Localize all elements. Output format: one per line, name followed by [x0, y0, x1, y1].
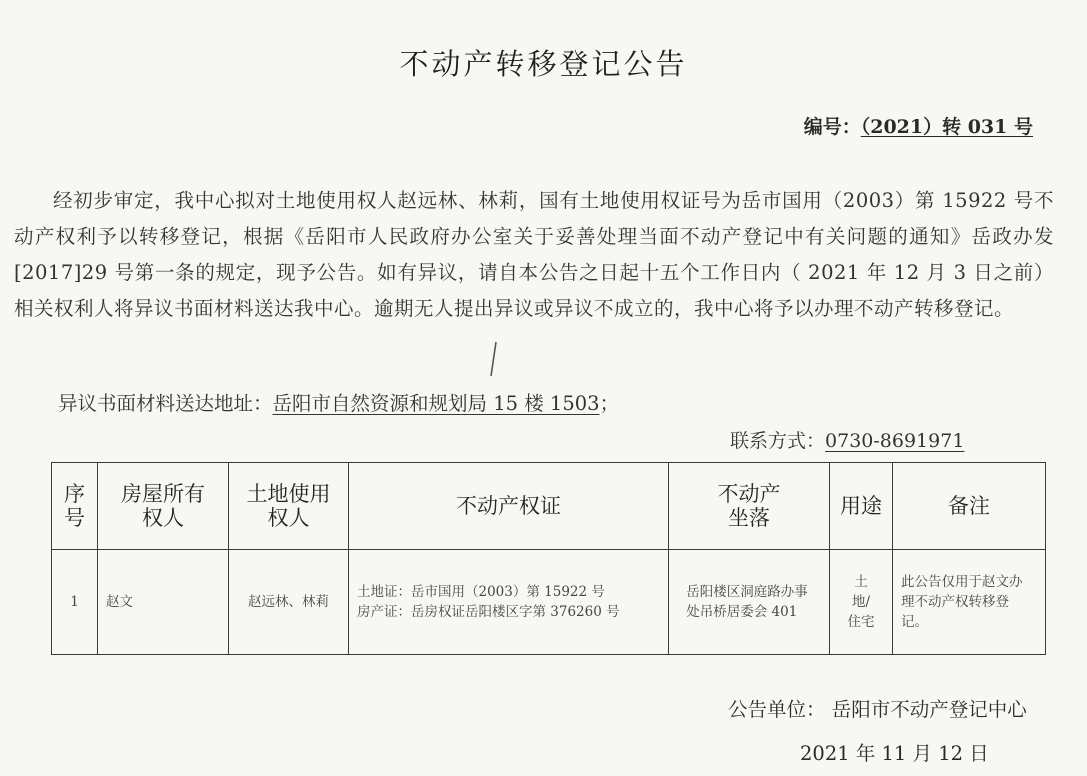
objection-address — [58, 388, 619, 416]
issuing-unit-label: 公告单位： — [728, 698, 826, 721]
issuing-unit — [728, 694, 1027, 722]
header-usage: 用途 — [830, 463, 893, 550]
objection-address-value: 岳阳市自然资源和规划局 15 楼 1503 — [272, 392, 600, 415]
objection-address-label: 异议书面材料送达地址： — [58, 392, 273, 415]
document-number-label: 编号： — [803, 116, 861, 138]
document-number — [804, 112, 1033, 139]
cell-house-owner: 赵文 — [98, 550, 229, 655]
page-title: 不动产转移登记公告 — [399, 47, 688, 81]
cell-seq: 1 — [52, 550, 98, 655]
cell-property-cert — [349, 550, 669, 655]
announcement-paragraph: 经初步审定，我中心拟对土地使用权人赵远林、林莉，国有土地使用权证号为岳市国用（2003）第 15922 号不动产权利予以转移登记，根据《岳阳市人民政府办公室关于妥善处理当面不动产登记中有关问题的通知》岳政办发[2017]29 号第一条的规定，现予公告。如有异议，请自本公告之日起十五个工作日内（ 2021 年 12 月 3 日之前）相关权利人将异议书面材料送达我中心。逾期无人提出异议或异议不成立的，我中心将予以办理不动产转移登记。 — [14, 189, 1054, 320]
header-land-user: 土地使用权人 — [229, 463, 349, 550]
header-location: 不动产坐落 — [669, 463, 830, 550]
cell-usage: 土地/住宅 — [830, 550, 893, 655]
issuing-unit-name: 岳阳市不动产登记中心 — [831, 698, 1027, 721]
pen-stroke-mark — [484, 340, 500, 378]
cert-house: 房产证：岳房权证岳阳楼区字第 376260 号 — [357, 604, 620, 620]
objection-address-suffix: ； — [599, 392, 620, 415]
document-number-value: （2021）转 031 号 — [860, 116, 1033, 138]
table-row — [52, 550, 1046, 655]
header-seq: 序号 — [52, 463, 98, 550]
cert-land: 土地证：岳市国用（2003）第 15922 号 — [357, 584, 605, 600]
registration-table — [51, 462, 1046, 655]
announcement-body — [14, 183, 1054, 327]
table-header-row — [52, 463, 1046, 550]
contact-label: 联系方式： — [730, 430, 826, 452]
issue-date: 2021 年 11 月 12 日 — [800, 742, 989, 765]
cell-land-user: 赵远林、林莉 — [229, 550, 349, 655]
header-house-owner: 房屋所有权人 — [98, 463, 229, 550]
contact-phone: 0730-8691971 — [825, 430, 965, 452]
cell-remark: 此公告仅用于赵文办理不动产权转移登记。 — [893, 550, 1046, 655]
cell-location: 岳阳楼区洞庭路办事处吊桥居委会 401 — [669, 550, 830, 655]
header-property-cert: 不动产权证 — [349, 463, 669, 550]
header-remark: 备注 — [893, 463, 1046, 550]
contact-info — [730, 426, 964, 453]
